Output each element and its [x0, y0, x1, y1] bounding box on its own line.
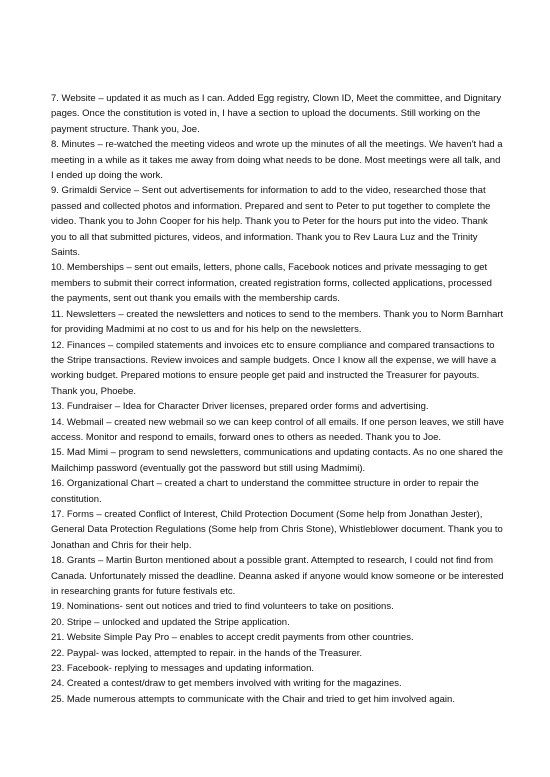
list-item-15: 15. Mad Mimi – program to send newsletters, communications and updating contacts. As no one shared the Mailchimp password (eventually got the password but still using Madmimi). — [51, 447, 504, 474]
list-item-24: 24. Created a contest/draw to get members involved with writing for the magazines. — [51, 678, 402, 690]
list-item-18: 18. Grants – Martin Burton mentioned about a possible grant. Attempted to research, I could not find from Canada. Unfortunately missed the deadline. Deanna asked if anyone would know someone or be interested in researching grants for future festivals etc. — [51, 555, 504, 597]
list-item-7: 7. Website – updated it as much as I can. Added Egg registry, Clown ID, Meet the committee, and Dignitary pages. Once the constitution is voted in, I have a section to upload the documents. Still working on the payment structure. Thank you, Joe. — [51, 93, 502, 135]
list-item-12: 12. Finances – compiled statements and invoices etc to ensure compliance and compared transactions to the Stripe transactions. Review invoices and sample budgets. Once I know all the expense, we will have a working budget. Prepared motions to ensure people get paid and instructed the Treasurer for payouts. Thank you, Phoebe. — [51, 339, 497, 397]
list-item-10: 10. Memberships – sent out emails, letters, phone calls, Facebook notices and private messaging to get members to submit their correct information, created registration forms, collected applications, processed the payments, sent out thank you emails with the membership cards. — [51, 262, 492, 305]
list-item-11: 11. Newsletters – created the newsletters and notices to send to the members. Thank you to Norm Barnhart for providing Madmimi at no cost to us and for his help on the newsletters. — [51, 308, 504, 336]
list-item-13: 13. Fundraiser – Idea for Character Driver licenses, prepared order forms and advertising. — [51, 401, 429, 413]
list-item-8: 8. Minutes – re-watched the meeting videos and wrote up the minutes of all the meetings. We haven't had a meeting in a while as it takes me away from doing what needs to be done. Most meetings were all talk, and I ended up doing the work. — [51, 139, 503, 182]
list-item-14: 14. Webmail – created new webmail so we can keep control of all emails. If one person leaves, we still have access. Monitor and respond to emails, forward ones to others as needed. Thank you to Joe. — [51, 416, 504, 443]
list-item-21: 21. Website Simple Pay Pro – enables to accept credit payments from other countries. — [51, 632, 414, 644]
list-item-22: 22. Paypal- was locked, attempted to repair. in the hands of the Treasurer. — [51, 647, 363, 659]
list-item-20: 20. Stripe – unlocked and updated the Stripe application. — [51, 616, 290, 628]
list-item-9: 9. Grimaldi Service – Sent out advertisements for information to add to the video, researched those that passed and collected photos and information. Prepared and sent to Peter to put together to complete the video. Thank you to John Cooper for his help. Thank you to Peter for the hours put into the video. Thank you to all that submitted pictures, videos, and information. Thank you to Rev Laura Luz and the Trinity Saints. — [51, 185, 491, 259]
list-item-23: 23. Facebook- replying to messages and updating information. — [51, 663, 314, 675]
list-item-19: 19. Nominations- sent out notices and tried to find volunteers to take on positions. — [51, 601, 394, 613]
document-page — [51, 91, 505, 707]
list-item-25: 25. Made numerous attempts to communicate with the Chair and tried to get him involved again. — [51, 693, 455, 705]
list-item-16: 16. Organizational Chart – created a chart to understand the committee structure in order to repair the constitution. — [51, 478, 479, 505]
list-item-17: 17. Forms – created Conflict of Interest, Child Protection Document (Some help from Jonathan Jester), General Data Protection Regulations (Some help from Chris Stone), Whistleblower document. Thank you to Jonathan and Chris for their help. — [51, 508, 503, 551]
